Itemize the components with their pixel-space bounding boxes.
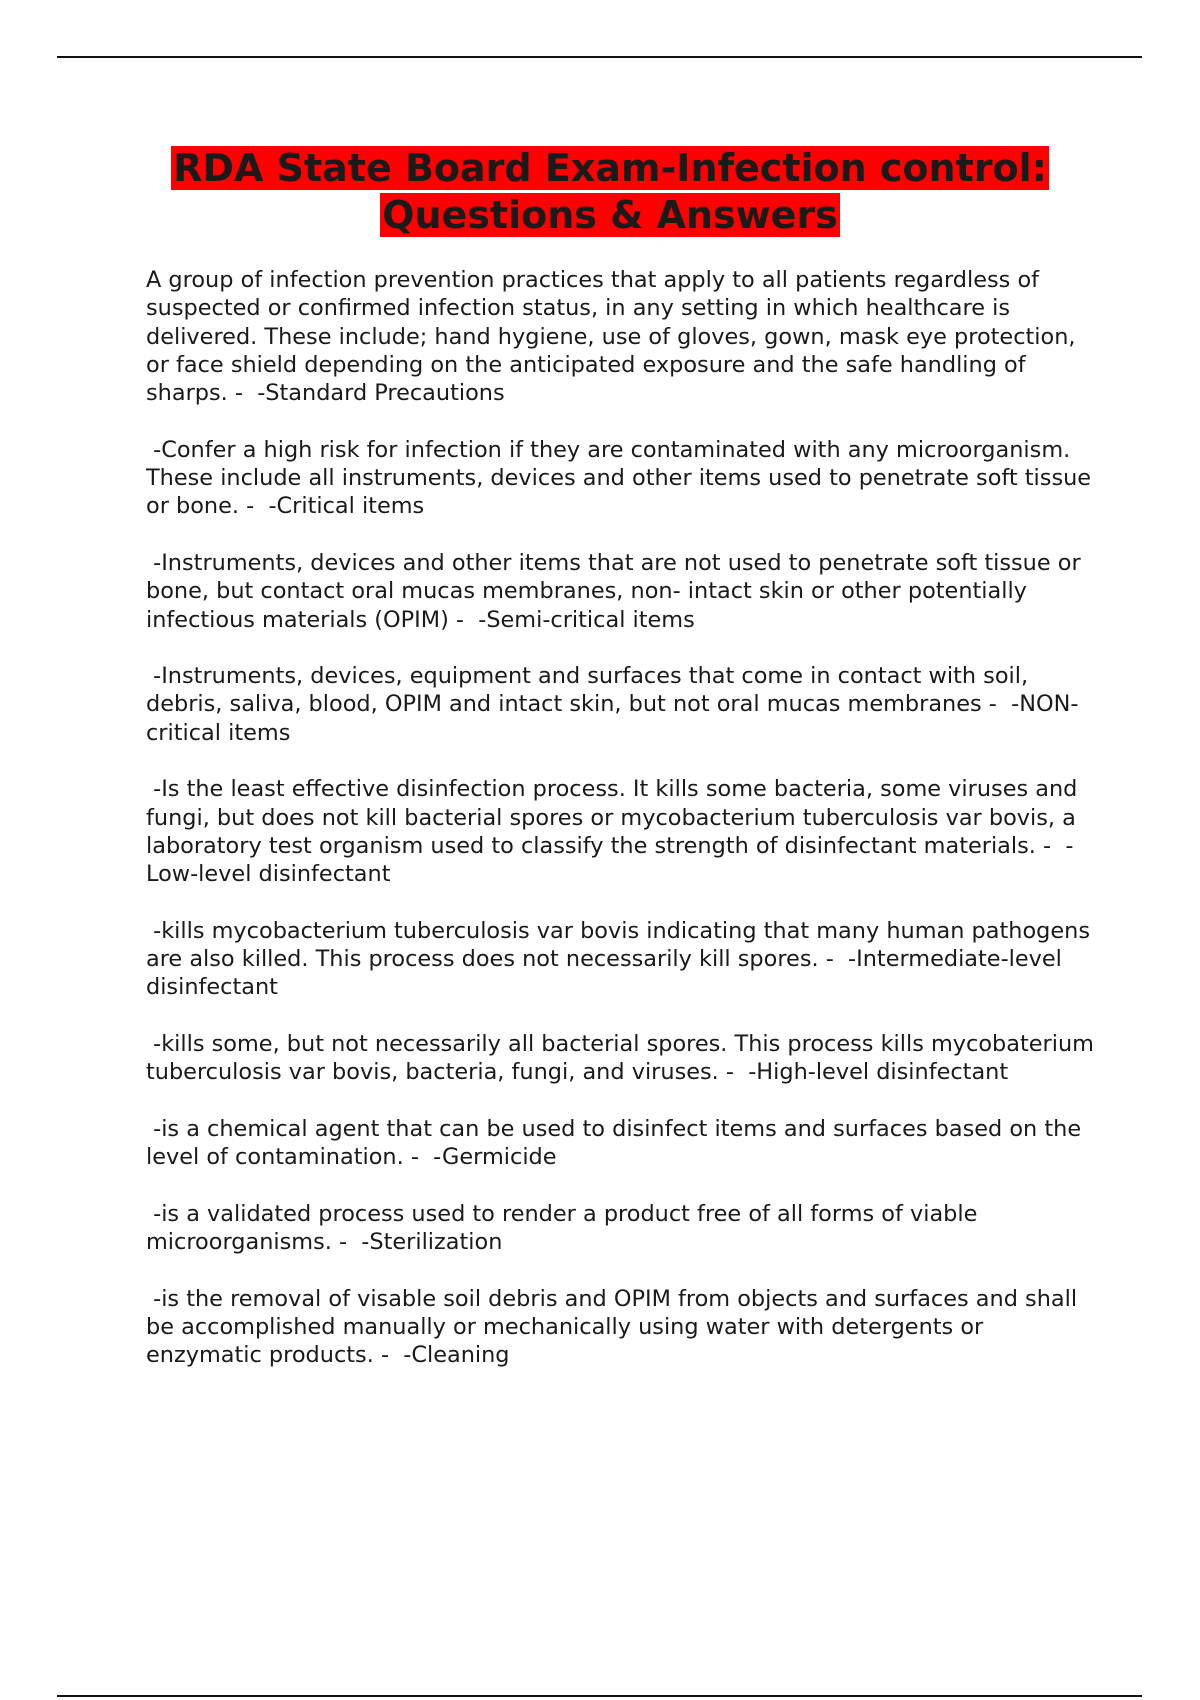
qa-list xyxy=(146,266,1102,1398)
qa-entry-germicide: -is a chemical agent that can be used to disinfect items and surfaces based on the level of contamination. - -Germicide xyxy=(146,1115,1089,1171)
qa-entry-cleaning: -is the removal of visable soil debris and OPIM from objects and surfaces and shall be accomplished manually or mechanically using water with detergents or enzymatic products. - -Cleaning xyxy=(146,1285,1085,1369)
qa-entry-high-level-disinfectant: -kills some, but not necessarily all bacterial spores. This process kills mycobaterium tuberculosis var bovis, bacteria, fungi, and viruses. - -High-level disinfectant xyxy=(146,1031,1102,1086)
qa-entry-non-critical-items: -Instruments, devices, equipment and surfaces that come in contact with soil, debris, saliva, blood, OPIM and intact skin, but not oral mucas membranes - -NON-critical items xyxy=(146,663,1079,746)
page-title-line-1: RDA State Board Exam-Infection control: xyxy=(173,146,1047,190)
qa-entry-semi-critical-items: -Instruments, devices and other items that are not used to penetrate soft tissue or bone, but contact oral mucas membranes, non- intact skin or other potentially infectious materials (OPIM) - -Semi-critical items xyxy=(146,549,1088,633)
qa-entry-intermediate-level-disinfectant: -kills mycobacterium tuberculosis var bovis indicating that many human pathogens are also killed. This process does not necessarily kill spores. - -Intermediate-level disinfectant xyxy=(146,917,1098,1001)
header-rule xyxy=(57,56,1142,58)
qa-entry-critical-items: -Confer a high risk for infection if they are contaminated with any microorganism. These include all instruments, devices and other items used to penetrate soft tissue or bone. - -Critical items xyxy=(146,436,1099,520)
footer-rule xyxy=(57,1695,1142,1697)
qa-entry-sterilization: -is a validated process used to render a product free of all forms of viable microorganisms. - -Sterilization xyxy=(146,1200,985,1256)
qa-entry-standard-precautions: A group of infection prevention practices that apply to all patients regardless of suspected or confirmed infection status, in any setting in which healthcare is delivered. These include; hand hygiene, use of gloves, gown, mask eye protection, or face shield depending on the anticipated exposure and the safe handling of sharps. - -Standard Precautions xyxy=(146,267,1083,407)
page-title-line-2: Questions & Answers xyxy=(382,193,838,237)
page-title xyxy=(140,145,1080,239)
qa-entry-low-level-disinfectant: -Is the least effective disinfection process. It kills some bacteria, some viruses and fungi, but does not kill bacterial spores or mycobacterium tuberculosis var bovis, a laboratory test organism used to classify the strength of disinfectant materials. - -Low-level disinfectant xyxy=(146,776,1085,888)
